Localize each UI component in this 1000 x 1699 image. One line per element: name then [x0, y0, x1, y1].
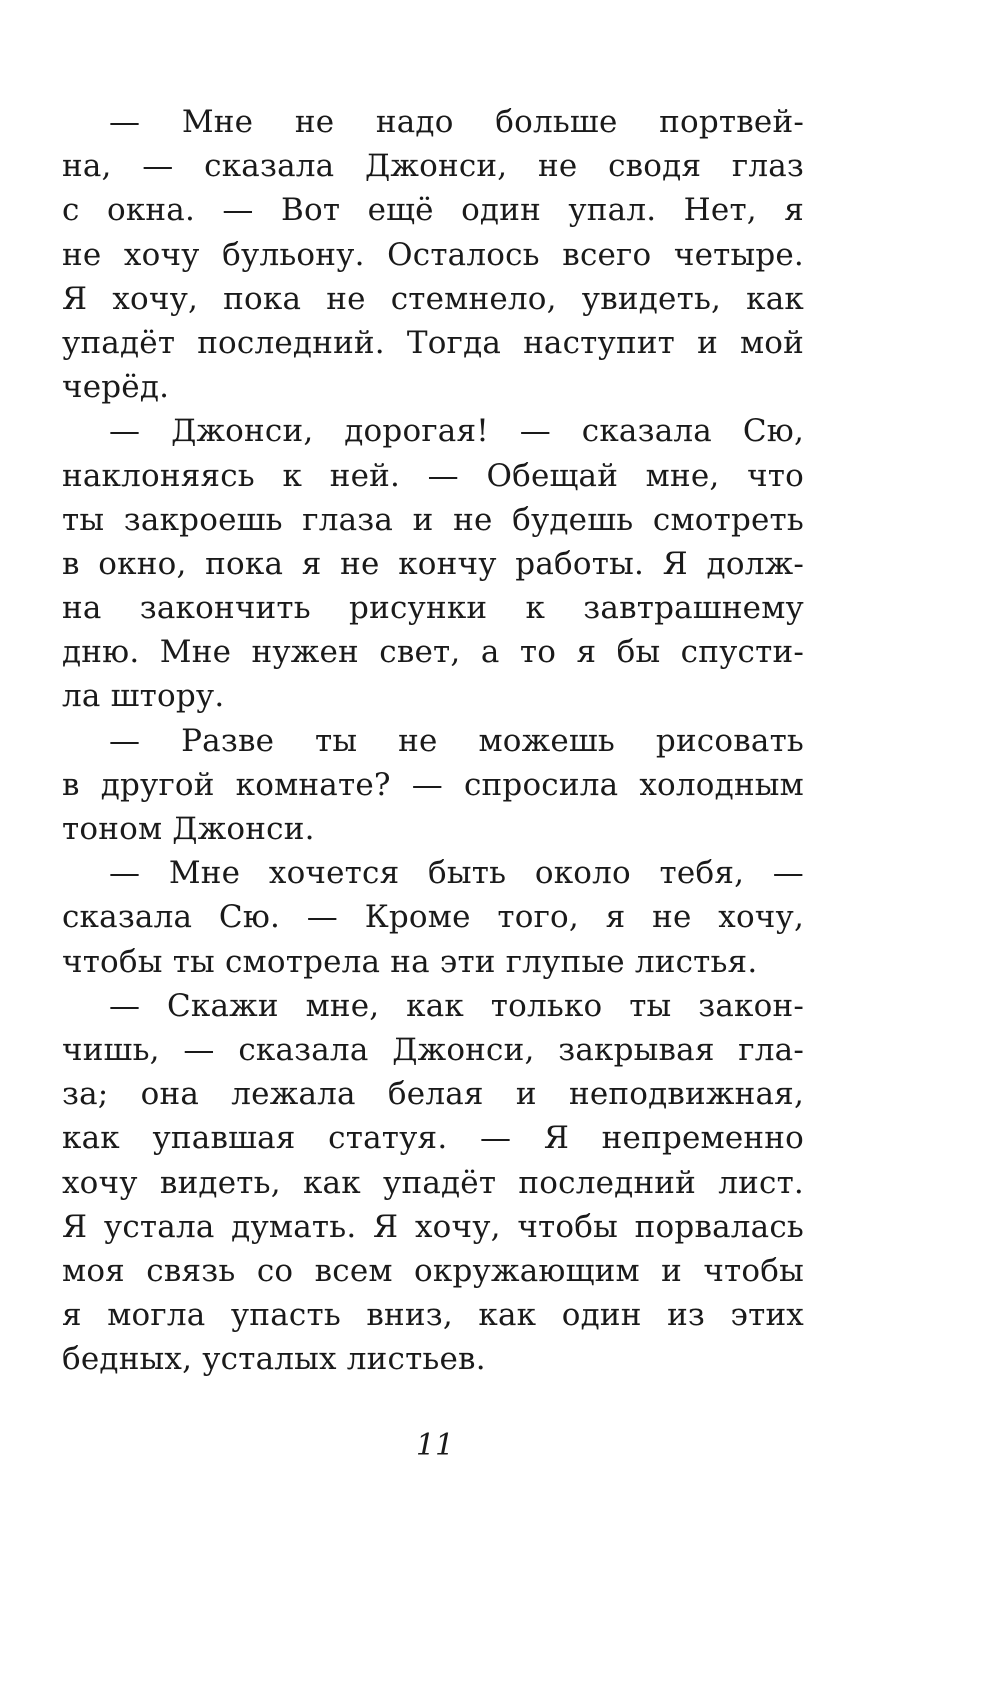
- text-line: черёд.: [62, 369, 170, 406]
- paragraph: [62, 100, 804, 409]
- text-line: хочу видеть, как упадёт последний лист.: [62, 1164, 804, 1201]
- text-line: — Мне хочется быть около тебя, —: [109, 855, 804, 892]
- text-line: ты закроешь глаза и не будешь смотреть: [62, 501, 804, 538]
- text-line: как упавшая статуя. — Я непременно: [62, 1120, 804, 1157]
- page-number: 11: [415, 1428, 455, 1463]
- text-line: сказала Сю. — Кроме того, я не хочу,: [62, 899, 804, 936]
- text-line: тоном Джонси.: [62, 811, 315, 847]
- text-line: дню. Мне нужен свет, а то я бы спусти-: [62, 634, 804, 671]
- paragraph: [62, 409, 804, 718]
- text-line: бедных, усталых листьев.: [62, 1341, 486, 1378]
- text-line: не хочу бульону. Осталось всего четыре.: [62, 236, 804, 273]
- text-line: в окно, пока я не кончу работы. Я долж-: [62, 545, 804, 582]
- text-line: я могла упасть вниз, как один из этих: [62, 1297, 804, 1334]
- paragraph: [62, 851, 804, 984]
- text-line: — Скажи мне, как только ты закон-: [109, 987, 804, 1024]
- text-line: на закончить рисунки к завтрашнему: [62, 590, 804, 627]
- text-line: моя связь со всем окружающим и чтобы: [62, 1252, 804, 1289]
- text-line: чишь, — сказала Джонси, закрывая гла-: [62, 1031, 804, 1068]
- text-line: в другой комнате? — спросила холодным: [62, 766, 804, 803]
- text-line: за; она лежала белая и неподвижная,: [62, 1076, 804, 1113]
- text-line: — Разве ты не можешь рисовать: [109, 722, 804, 759]
- text-line: с окна. — Вот ещё один упал. Нет, я: [62, 192, 804, 229]
- text-line: — Мне не надо больше портвей-: [109, 104, 804, 140]
- text-line: наклоняясь к ней. — Обещай мне, что: [62, 457, 804, 494]
- text-line: Я устала думать. Я хочу, чтобы порвалась: [62, 1208, 804, 1245]
- text-line: — Джонси, дорогая! — сказала Сю,: [109, 413, 804, 450]
- book-page-text: [62, 100, 804, 1381]
- text-line: чтобы ты смотрела на эти глупые листья.: [62, 943, 758, 980]
- paragraph: [62, 719, 804, 852]
- text-line: упадёт последний. Тогда наступит и мой: [62, 324, 804, 361]
- text-line: Я хочу, пока не стемнело, увидеть, как: [62, 280, 804, 317]
- text-line: ла штору.: [62, 678, 225, 715]
- text-line: на, — сказала Джонси, не сводя глаз: [62, 148, 804, 185]
- paragraph: [62, 984, 804, 1382]
